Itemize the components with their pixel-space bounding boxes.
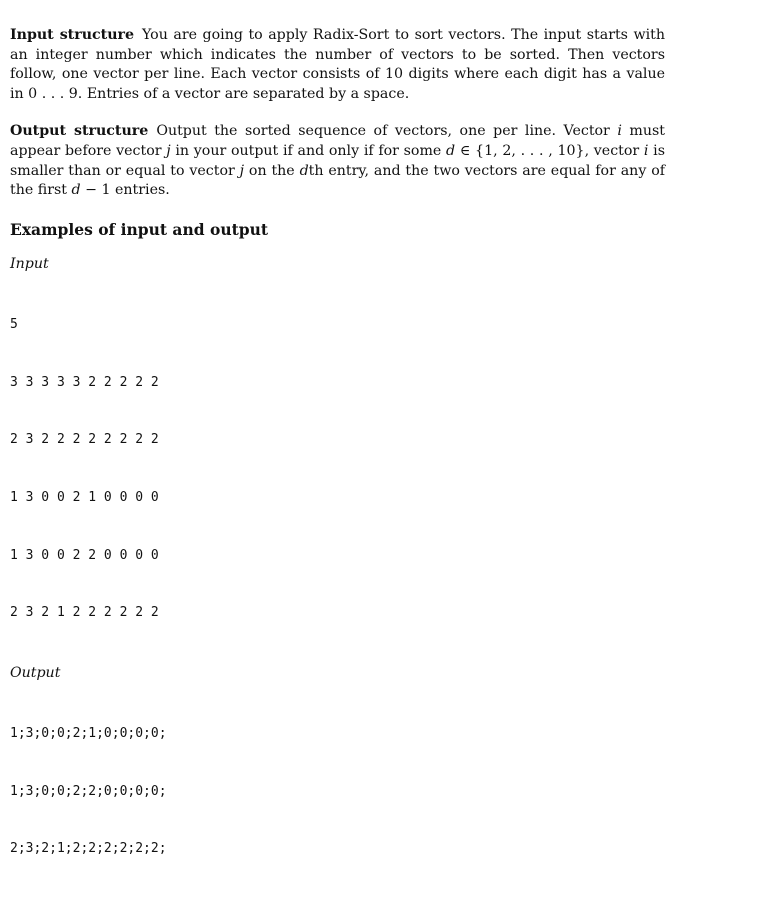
- math-var-i: i: [617, 123, 622, 140]
- output-line: 1;3;0;0;2;2;0;0;0;0;: [10, 783, 167, 799]
- input-example: [10, 277, 665, 661]
- output-text-part: must appear before vector: [10, 123, 665, 159]
- document-body: [10, 26, 665, 897]
- math-var-d: d: [446, 142, 456, 159]
- output-text-part: th entry, and the two vectors are equal for any of the first: [10, 162, 665, 199]
- output-structure-heading: Output structure: [10, 123, 149, 140]
- output-line: 2;3;2;1;2;2;2;2;2;2;: [10, 841, 167, 857]
- input-structure-heading: Input structure: [10, 27, 135, 43]
- input-structure-paragraph: [10, 26, 665, 104]
- output-label: Output: [10, 664, 61, 681]
- input-label: Input: [10, 255, 49, 272]
- math-var-j: j: [239, 162, 245, 179]
- math-var-d: d: [299, 162, 309, 179]
- math-var-i: i: [643, 142, 649, 159]
- output-text-part: Output the sorted sequence of vectors, one per line. Vector: [156, 123, 618, 140]
- input-line: 3 3 3 3 3 2 2 2 2 2: [10, 374, 159, 390]
- output-line: 1;3;0;0;2;1;0;0;0;0;: [10, 726, 167, 742]
- input-line: 5: [10, 317, 18, 333]
- input-line: 1 3 0 0 2 1 0 0 0 0: [10, 489, 159, 505]
- output-text-part: ∈ {1, 2, . . . , 10}, vector: [455, 142, 644, 159]
- input-structure-text: You are going to apply Radix-Sort to sort vectors. The input starts with an integer number which indicates the number of vectors to be sorted. Then vectors follow, one vector per line. Each vector consists of 10 digits where each digit has a value in 0 . . . 9. Entries of a vector are separated by a space.: [10, 27, 665, 102]
- output-structure-paragraph: [10, 122, 665, 200]
- output-text-part: − 1 entries.: [80, 182, 170, 199]
- output-text-part: is smaller than or equal to vector: [10, 142, 665, 179]
- output-text-part: on the: [244, 162, 300, 179]
- math-var-d: d: [71, 182, 81, 199]
- input-line: 2 3 2 1 2 2 2 2 2 2: [10, 605, 159, 621]
- output-example: [10, 686, 665, 897]
- math-var-j: j: [166, 142, 171, 159]
- output-text-part: in your output if and only if for some: [170, 142, 447, 159]
- examples-title: Examples of input and output: [10, 219, 269, 239]
- input-line: 2 3 2 2 2 2 2 2 2 2: [10, 432, 159, 448]
- input-line: 1 3 0 0 2 2 0 0 0 0: [10, 547, 159, 563]
